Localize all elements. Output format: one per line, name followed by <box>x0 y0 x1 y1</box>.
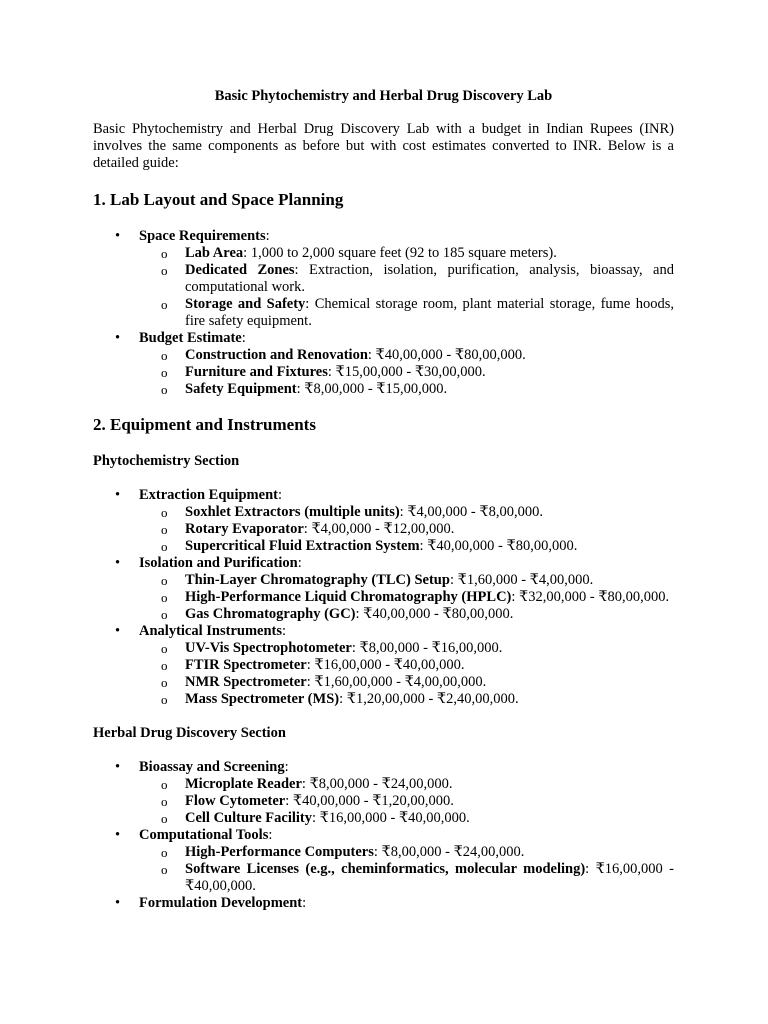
item-label: Microplate Reader <box>185 776 302 792</box>
list-item: • Isolation and Purification: o Thin-Layer Chromatography (TLC) Setup: ₹1,60,000 - ₹4,00,000. o High-Performance Liquid Chromatography (HPLC): ₹32,00,000 - ₹80,00,000. o Gas Chromatography (GC): ₹40,00,000 - ₹80,00,000. <box>93 555 674 623</box>
item-label: Rotary Evaporator <box>185 521 304 537</box>
item-label: NMR Spectrometer <box>185 674 307 690</box>
document-title: Basic Phytochemistry and Herbal Drug Discovery Lab <box>214 88 553 104</box>
group-label: Analytical Instruments <box>139 623 282 639</box>
item-label: High-Performance Liquid Chromatography (HPLC) <box>185 589 512 605</box>
item-text: ₹40,00,000 - ₹80,00,000. <box>375 347 526 363</box>
list-item: o Rotary Evaporator: ₹4,00,000 - ₹12,00,000. <box>139 521 674 538</box>
item-text: ₹1,60,00,000 - ₹4,00,00,000. <box>314 674 487 690</box>
item-text: ₹4,00,000 - ₹8,00,000. <box>407 504 543 520</box>
item-label: FTIR Spectrometer <box>185 657 307 673</box>
item-label: Safety Equipment <box>185 381 297 397</box>
group-label: Space Requirements <box>139 228 266 244</box>
list-item: • Budget Estimate: o Construction and Renovation: ₹40,00,000 - ₹80,00,000. o Furniture and Fixtures: ₹15,00,000 - ₹30,00,000. o Safety Equipment: ₹8,00,000 - ₹15,00,000. <box>93 330 674 398</box>
item-label: Mass Spectrometer (MS) <box>185 691 340 707</box>
list-item: o FTIR Spectrometer: ₹16,00,000 - ₹40,00,000. <box>139 657 674 674</box>
subsection-heading: Phytochemistry Section <box>93 453 240 469</box>
item-label: Construction and Renovation <box>185 347 368 363</box>
item-text: ₹1,20,00,000 - ₹2,40,00,000. <box>346 691 519 707</box>
section-heading: 1. Lab Layout and Space Planning <box>93 190 344 209</box>
list-item: o Thin-Layer Chromatography (TLC) Setup: ₹1,60,000 - ₹4,00,000. <box>139 572 674 589</box>
list-item: o Construction and Renovation: ₹40,00,000 - ₹80,00,000. <box>139 347 674 364</box>
item-text: Chemical storage room, plant material storage, fume hoods, fire safety equipment. <box>185 296 675 329</box>
item-label: Thin-Layer Chromatography (TLC) Setup <box>185 572 450 588</box>
group-label: Budget Estimate <box>139 330 242 346</box>
list-item: o Microplate Reader: ₹8,00,000 - ₹24,00,000. <box>139 776 674 793</box>
list-item: o Flow Cytometer: ₹40,00,000 - ₹1,20,00,000. <box>139 793 674 810</box>
sub-list <box>139 504 674 555</box>
item-label: Flow Cytometer <box>185 793 286 809</box>
sub-list <box>139 245 674 330</box>
item-text: ₹40,00,000 - ₹80,00,000. <box>427 538 578 554</box>
list-item: o Storage and Safety: Chemical storage room, plant material storage, fume hoods, fire safety equipment. <box>139 296 674 330</box>
list-item: o Dedicated Zones: Extraction, isolation, purification, analysis, bioassay, and computational work. <box>139 262 674 296</box>
item-text: ₹8,00,000 - ₹16,00,000. <box>359 640 503 656</box>
item-label: Dedicated Zones <box>185 262 295 278</box>
list-item: o Furniture and Fixtures: ₹15,00,000 - ₹30,00,000. <box>139 364 674 381</box>
list-item: • Bioassay and Screening: o Microplate Reader: ₹8,00,000 - ₹24,00,000. o Flow Cytometer: ₹40,00,000 - ₹1,20,00,000. o Cell Culture Facility: ₹16,00,000 - ₹40,00,000. <box>93 759 674 827</box>
list-item: o Gas Chromatography (GC): ₹40,00,000 - ₹80,00,000. <box>139 606 674 623</box>
item-text: ₹8,00,000 - ₹15,00,000. <box>304 381 448 397</box>
bullet-list <box>93 228 674 398</box>
item-text: Extraction, isolation, purification, analysis, bioassay, and computational work. <box>185 262 674 295</box>
item-text: ₹15,00,000 - ₹30,00,000. <box>335 364 486 380</box>
item-label: Supercritical Fluid Extraction System <box>185 538 420 554</box>
subsection-heading: Herbal Drug Discovery Section <box>93 725 286 741</box>
list-item: o Software Licenses (e.g., cheminformatics, molecular modeling): ₹16,00,000 - ₹40,00,000. <box>139 861 674 895</box>
intro-paragraph: Basic Phytochemistry and Herbal Drug Discovery Lab with a budget in Indian Rupees (INR) involves the same components as before but with cost estimates converted to INR. Below is a detailed guide: <box>93 121 674 171</box>
item-text: ₹1,60,000 - ₹4,00,000. <box>457 572 594 588</box>
item-text: 1,000 to 2,000 square feet (92 to 185 square meters). <box>250 245 557 261</box>
list-item: o High-Performance Liquid Chromatography (HPLC): ₹32,00,000 - ₹80,00,000. <box>139 589 674 606</box>
bullet-list <box>93 759 674 912</box>
list-item: o Soxhlet Extractors (multiple units): ₹4,00,000 - ₹8,00,000. <box>139 504 674 521</box>
list-item: • Space Requirements: o Lab Area: 1,000 to 2,000 square feet (92 to 185 square meters). o Dedicated Zones: Extraction, isolation, purification, analysis, bioassay, and computational work. o Storage and Safety: Chemical storage room, plant material storage, fume hoods, fire safety equipment. <box>93 228 674 330</box>
item-label: Furniture and Fixtures <box>185 364 328 380</box>
group-label: Computational Tools <box>139 827 269 843</box>
item-text: ₹40,00,000 - ₹1,20,00,000. <box>292 793 454 809</box>
list-item: o Safety Equipment: ₹8,00,000 - ₹15,00,000. <box>139 381 674 398</box>
item-text: ₹40,00,000 - ₹80,00,000. <box>363 606 514 622</box>
bullet-list <box>93 487 674 708</box>
group-label: Formulation Development <box>139 895 303 911</box>
item-text: ₹8,00,000 - ₹24,00,000. <box>309 776 453 792</box>
item-label: Lab Area <box>185 245 244 261</box>
item-label: Storage and Safety <box>185 296 306 312</box>
sub-list <box>139 776 674 827</box>
list-item: • Extraction Equipment: o Soxhlet Extractors (multiple units): ₹4,00,000 - ₹8,00,000. o Rotary Evaporator: ₹4,00,000 - ₹12,00,000. o Supercritical Fluid Extraction System: ₹40,00,000 - ₹80,00,000. <box>93 487 674 555</box>
list-item: o Lab Area: 1,000 to 2,000 square feet (92 to 185 square meters). <box>139 245 674 262</box>
sub-list <box>139 844 674 895</box>
list-item: o Mass Spectrometer (MS): ₹1,20,00,000 - ₹2,40,00,000. <box>139 691 674 708</box>
sub-list <box>139 572 674 623</box>
item-label: Software Licenses (e.g., cheminformatics, molecular modeling) <box>185 861 586 877</box>
list-item: • Formulation Development: <box>93 895 674 912</box>
list-item: o Supercritical Fluid Extraction System: ₹40,00,000 - ₹80,00,000. <box>139 538 674 555</box>
item-label: High-Performance Computers <box>185 844 374 860</box>
section-heading: 2. Equipment and Instruments <box>93 415 316 434</box>
group-label: Extraction Equipment <box>139 487 278 503</box>
list-item: • Computational Tools: o High-Performance Computers: ₹8,00,000 - ₹24,00,000. o Software Licenses (e.g., cheminformatics, molecular modeling): ₹16,00,000 - ₹40,00,000. <box>93 827 674 895</box>
sub-list <box>139 347 674 398</box>
list-item: • Analytical Instruments: o UV-Vis Spectrophotometer: ₹8,00,000 - ₹16,00,000. o FTIR Spectrometer: ₹16,00,000 - ₹40,00,000. o NMR Spectrometer: ₹1,60,00,000 - ₹4,00,00,000. o Mass Spectrometer (MS): ₹1,20,00,000 - ₹2,40,00,000. <box>93 623 674 708</box>
sub-list <box>139 640 674 708</box>
item-text: ₹32,00,000 - ₹80,00,000. <box>519 589 670 605</box>
list-item: o UV-Vis Spectrophotometer: ₹8,00,000 - ₹16,00,000. <box>139 640 674 657</box>
list-item: o High-Performance Computers: ₹8,00,000 - ₹24,00,000. <box>139 844 674 861</box>
item-label: Cell Culture Facility <box>185 810 312 826</box>
group-label: Isolation and Purification <box>139 555 298 571</box>
item-label: Gas Chromatography (GC) <box>185 606 356 622</box>
list-item: o NMR Spectrometer: ₹1,60,00,000 - ₹4,00,00,000. <box>139 674 674 691</box>
group-label: Bioassay and Screening <box>139 759 285 775</box>
item-text: ₹16,00,000 - ₹40,00,000. <box>319 810 470 826</box>
item-text: ₹16,00,000 - ₹40,00,000. <box>185 861 674 894</box>
item-text: ₹8,00,000 - ₹24,00,000. <box>381 844 525 860</box>
item-label: Soxhlet Extractors (multiple units) <box>185 504 400 520</box>
item-text: ₹4,00,000 - ₹12,00,000. <box>311 521 455 537</box>
document-page <box>93 88 674 929</box>
item-label: UV-Vis Spectrophotometer <box>185 640 352 656</box>
item-text: ₹16,00,000 - ₹40,00,000. <box>314 657 465 673</box>
list-item: o Cell Culture Facility: ₹16,00,000 - ₹40,00,000. <box>139 810 674 827</box>
